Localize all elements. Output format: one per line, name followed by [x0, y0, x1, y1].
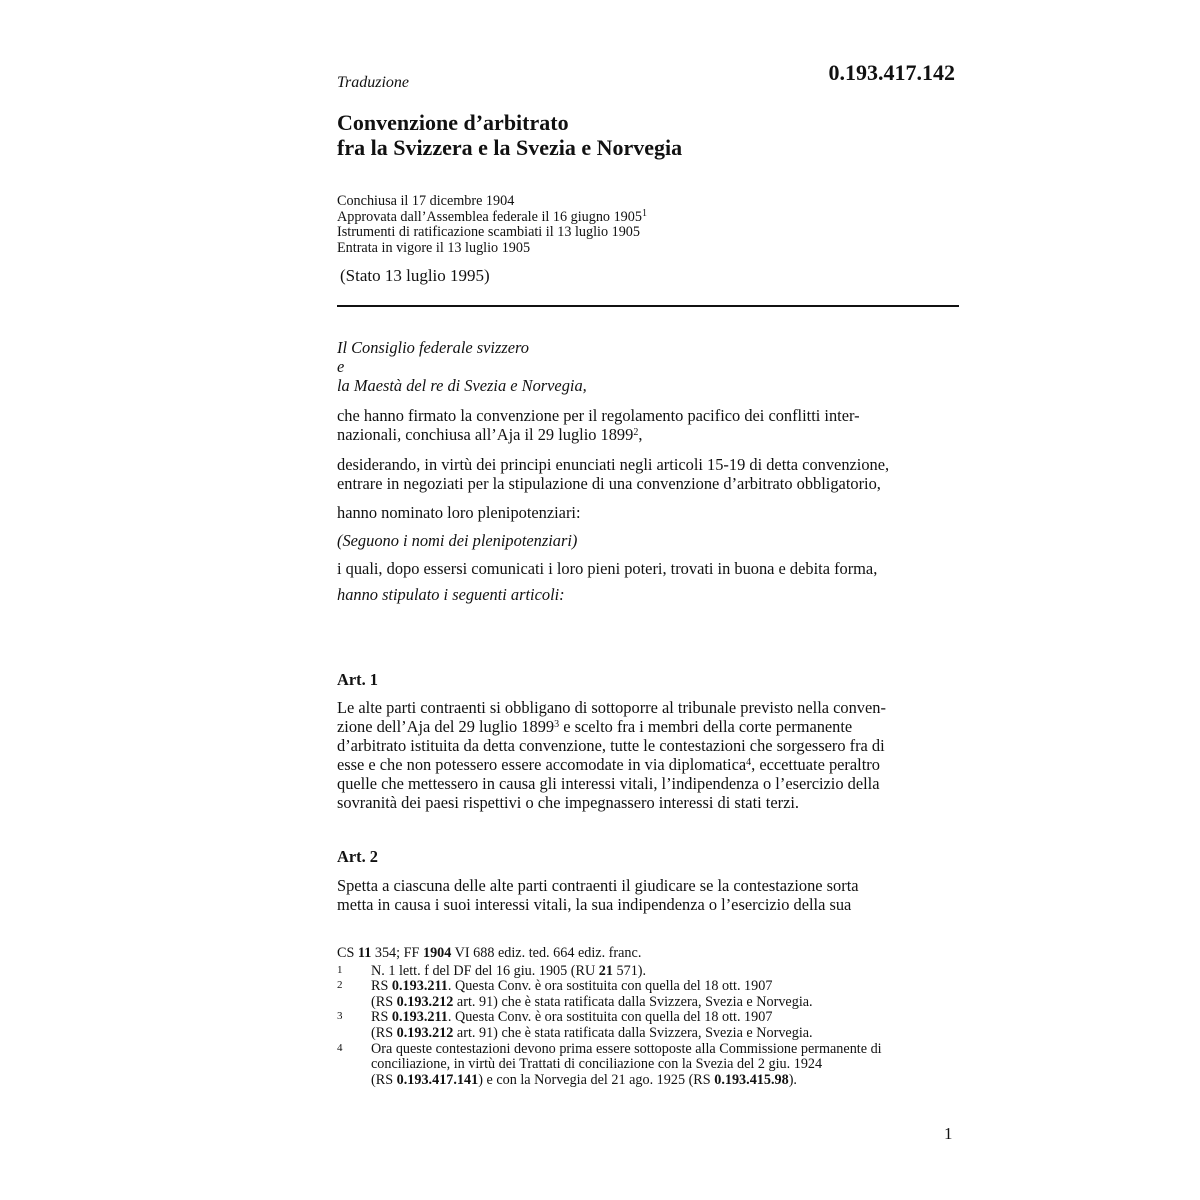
- footnote-4-text: [371, 1042, 957, 1089]
- footnote-1: [337, 964, 957, 980]
- title-line-2: fra la Svizzera e la Svezia e Norvegia: [337, 135, 683, 160]
- footnote-4-number: 4: [337, 1041, 343, 1054]
- footnote-ref-3[interactable]: 3: [554, 719, 560, 730]
- footnote-3-text: [371, 1010, 957, 1041]
- n2-c: . Questa Conv. è ora sostituita con quella del 18 ott. 1907: [447, 978, 773, 995]
- preamble-paragraph-3: hanno nominato loro plenipotenziari:: [337, 503, 581, 522]
- footnote-ref-2[interactable]: 2: [633, 427, 639, 438]
- n3-c: . Questa Conv. è ora sostituita con quella del 18 ott. 1907: [447, 1009, 773, 1026]
- n3-e[interactable]: 0.193.212: [396, 1024, 454, 1041]
- source-d: 1904: [422, 945, 452, 961]
- n3-line1: [371, 1010, 957, 1026]
- preamble-p1-end: ,: [638, 425, 643, 444]
- source-b: 11: [357, 945, 372, 961]
- page-number: 1: [944, 1124, 953, 1143]
- n4-e: ).: [788, 1071, 797, 1088]
- document-metadata: [337, 194, 957, 256]
- article-1-heading: Art. 1: [337, 670, 378, 689]
- footnote-4: [337, 1042, 957, 1089]
- n2-line2: [371, 995, 957, 1011]
- n2-e[interactable]: 0.193.212: [396, 993, 454, 1010]
- preamble-p2-line2: entrare in negoziati per la stipulazione di una convenzione d’arbitrato obbligatorio,: [337, 474, 881, 493]
- n4-d[interactable]: 0.193.415.98: [714, 1071, 789, 1088]
- n4-a: (RS: [371, 1071, 397, 1088]
- article-2-text: [337, 876, 957, 914]
- preamble-p2-line1: desiderando, in virtù dei principi enunciati negli articoli 15-19 di detta convenzione,: [337, 455, 890, 474]
- document-number: 0.193.417.142: [828, 60, 955, 85]
- article-1-text: [337, 698, 957, 812]
- n1-a: N. 1 lett. f del DF del 16 giu. 1905 (RU: [371, 962, 599, 979]
- n2-d: (RS: [371, 993, 397, 1010]
- art1-line5: quelle che mettessero in causa gli interessi vitali, l’indipendenza o l’esercizio della: [337, 774, 880, 793]
- art1-line4-a: esse e che non potessero essere accomodate in via diplomatica: [337, 755, 747, 774]
- party-2: la Maestà del re di Svezia e Norvegia,: [337, 376, 587, 395]
- footnote-ref-4[interactable]: 4: [746, 757, 752, 768]
- n3-line2: [371, 1026, 957, 1042]
- n2-b[interactable]: 0.193.211: [391, 978, 448, 995]
- art2-line1: Spetta a ciascuna delle alte parti contraenti il giudicare se la contestazione sorta: [337, 876, 859, 895]
- n3-d: (RS: [371, 1024, 397, 1041]
- n4-c: ) e con la Norvegia del 21 ago. 1925 (RS: [478, 1071, 715, 1088]
- status-date: (Stato 13 luglio 1995): [340, 266, 490, 285]
- document-title: [337, 110, 957, 160]
- preamble-paragraph-6: hanno stipulato i seguenti articoli:: [337, 585, 565, 604]
- meta-approved: [337, 207, 957, 226]
- meta-concluded: Conchiusa il 17 dicembre 1904: [337, 193, 515, 209]
- n4-b[interactable]: 0.193.417.141: [396, 1071, 479, 1088]
- footnote-1-number: 1: [337, 963, 343, 976]
- preamble-p1-line2: [337, 425, 957, 444]
- n3-a: RS: [371, 1009, 392, 1026]
- footnote-ref-1[interactable]: 1: [641, 207, 647, 219]
- source-c: 354; FF: [371, 945, 423, 961]
- preamble-paragraph-1: [337, 406, 957, 444]
- article-2-heading: Art. 2: [337, 847, 378, 866]
- art1-line2-a: zione dell’Aja del 29 luglio 1899: [337, 717, 555, 736]
- art1-line3: d’arbitrato istituita da detta convenzione, tutte le contestazioni che sorgessero fra di: [337, 736, 885, 755]
- n4-line2: conciliazione, in virtù dei Trattati di conciliazione con la Svezia del 2 giu. 1924: [371, 1056, 823, 1073]
- footnote-1-text: [371, 964, 957, 980]
- party-conjunction: e: [337, 357, 345, 376]
- source-reference: [337, 946, 957, 962]
- n2-a: RS: [371, 978, 392, 995]
- n3-f: art. 91) che è stata ratificata dalla Svizzera, Svezia e Norvegia.: [453, 1024, 813, 1041]
- art1-line2: [337, 717, 957, 736]
- footnote-3-number: 3: [337, 1010, 343, 1023]
- preamble-p1-line1: che hanno firmato la convenzione per il regolamento pacifico dei conflitti inter-: [337, 406, 860, 425]
- n1-c: 571).: [612, 962, 647, 979]
- footnote-3: [337, 1010, 957, 1041]
- preamble-parties: [337, 338, 957, 395]
- header-divider: [337, 305, 959, 307]
- footnotes: [337, 946, 957, 1088]
- footnote-2: [337, 979, 957, 1010]
- art1-line4-b: , eccettuate peraltro: [751, 755, 880, 774]
- preamble-paragraph-4: (Seguono i nomi dei plenipotenziari): [337, 531, 578, 550]
- footnote-2-text: [371, 979, 957, 1010]
- preamble-paragraph-2: [337, 455, 957, 493]
- meta-approved-text: Approvata dall’Assemblea federale il 16 giugno 1905: [337, 208, 642, 225]
- preamble-p1-text: nazionali, conchiusa all’Aja il 29 luglio 1899: [337, 425, 634, 444]
- preamble-paragraph-5: i quali, dopo essersi comunicati i loro pieni poteri, trovati in buona e debita forma,: [337, 559, 878, 578]
- footnote-2-number: 2: [337, 979, 343, 992]
- art1-line4: [337, 755, 957, 774]
- n2-f: art. 91) che è stata ratificata dalla Svizzera, Svezia e Norvegia.: [453, 993, 813, 1010]
- source-a: CS: [337, 945, 358, 961]
- art1-line2-b: e scelto fra i membri della corte permanente: [559, 717, 853, 736]
- art2-line2: metta in causa i suoi interessi vitali, la sua indipendenza o l’esercizio della sua: [337, 895, 852, 914]
- title-line-1: Convenzione d’arbitrato: [337, 110, 569, 135]
- art1-line1: Le alte parti contraenti si obbligano di sottoporre al tribunale previsto nella conven-: [337, 698, 886, 717]
- n2-line1: [371, 979, 957, 995]
- translation-label: Traduzione: [337, 74, 410, 91]
- n4-line1: Ora queste contestazioni devono prima essere sottoposte alla Commissione permanente di: [371, 1040, 882, 1057]
- party-1: Il Consiglio federale svizzero: [337, 338, 529, 357]
- source-e: VI 688 ediz. ted. 664 ediz. franc.: [451, 945, 642, 961]
- meta-entry: Entrata in vigore il 13 luglio 1905: [337, 239, 531, 256]
- n1-b: 21: [598, 962, 613, 979]
- meta-ratification: Istrumenti di ratificazione scambiati il 13 luglio 1905: [337, 224, 640, 241]
- n4-line3: [371, 1073, 957, 1089]
- n3-b[interactable]: 0.193.211: [391, 1009, 448, 1026]
- art1-line6: sovranità dei paesi rispettivi o che impegnassero interessi di stati terzi.: [337, 793, 799, 812]
